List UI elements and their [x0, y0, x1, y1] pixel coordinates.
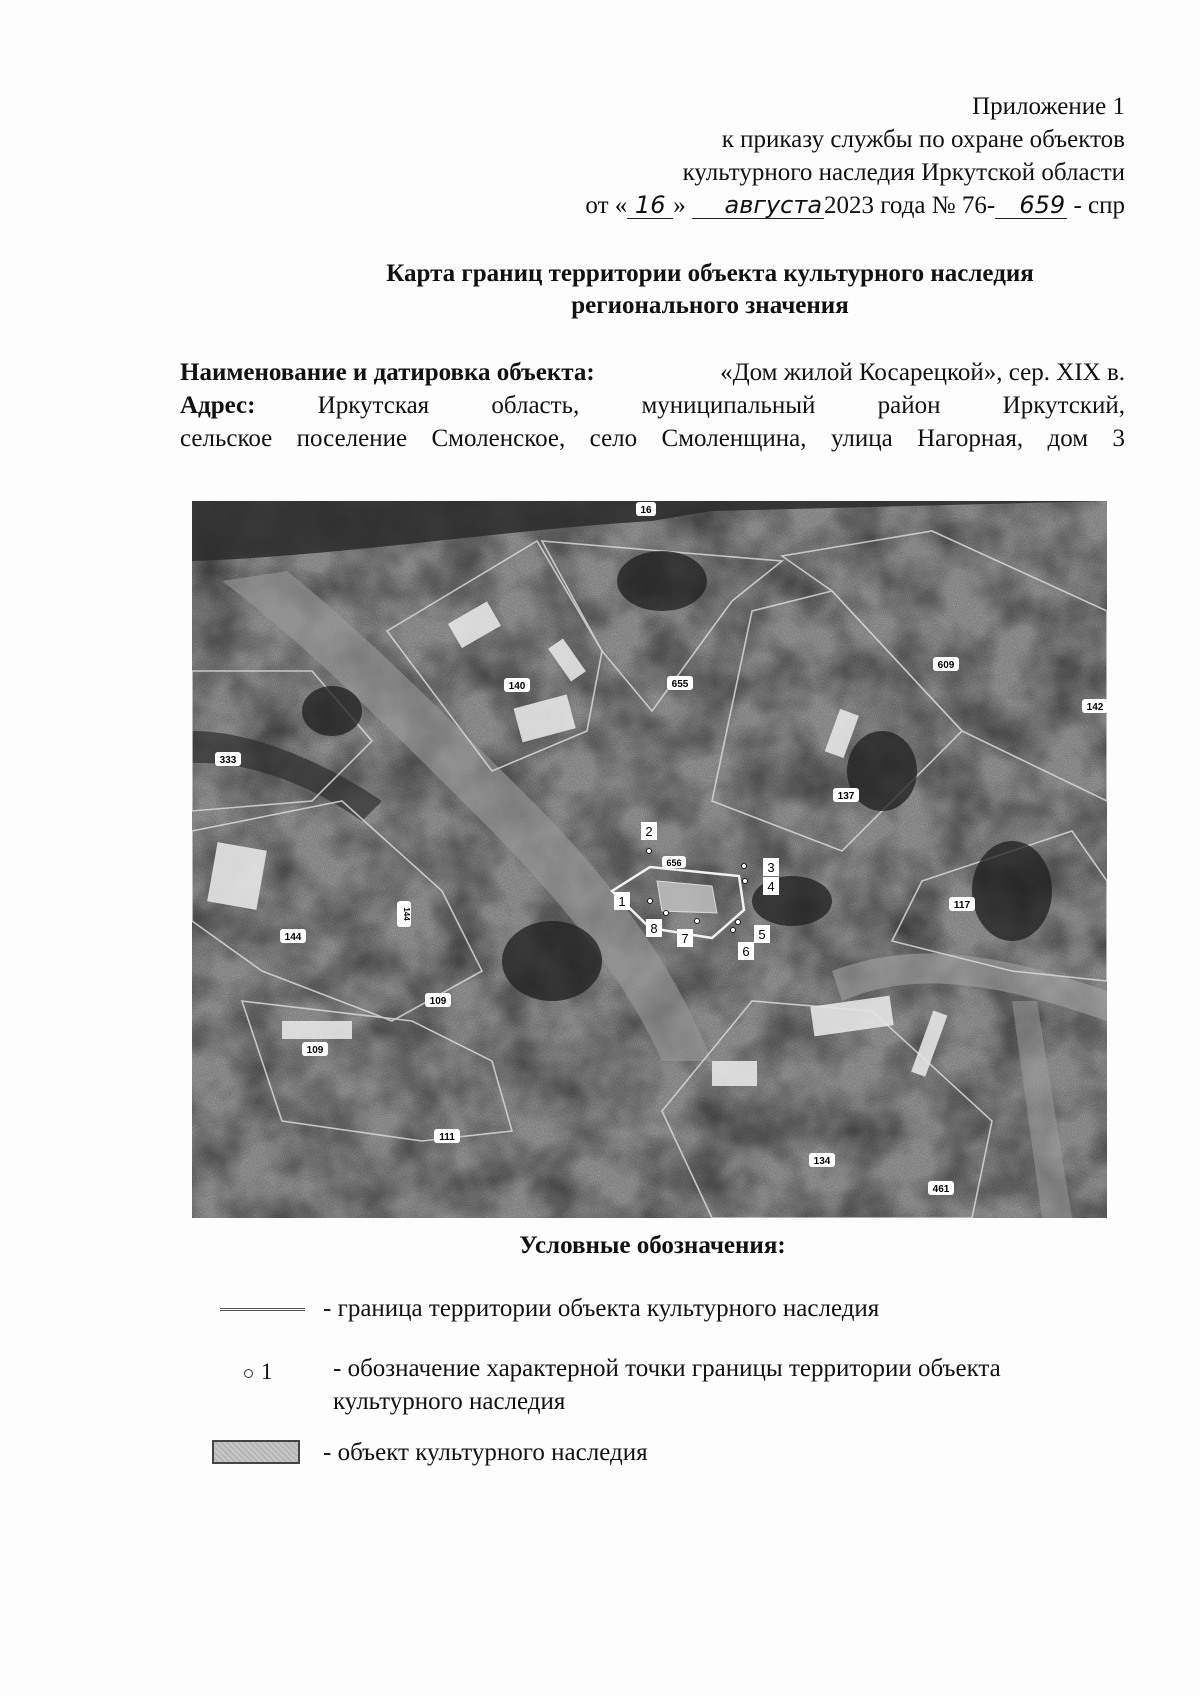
svg-text:655: 655: [671, 679, 689, 690]
parcel-label: [504, 678, 530, 692]
svg-text:144: 144: [284, 932, 302, 943]
address-word: Иркутский,: [1002, 392, 1125, 419]
object-name-label: Наименование и датировка объекта:: [180, 359, 595, 386]
svg-text:2: 2: [645, 824, 653, 839]
svg-text:142: 142: [1086, 702, 1104, 713]
order-suffix: - спр: [1067, 192, 1125, 219]
parcel-label: [833, 788, 859, 802]
handwritten-month: августа: [692, 192, 824, 219]
address-word: Иркутская: [317, 392, 430, 419]
svg-text:609: 609: [937, 660, 955, 671]
address-word: область,: [491, 392, 580, 419]
appendix-title: Приложение 1: [972, 93, 1125, 120]
object-name-value: «Дом жилой Косарецкой», сер. XIX в.: [720, 359, 1125, 386]
parcel-label: [215, 752, 241, 766]
parcel-label: [280, 929, 306, 943]
parcel-label: [949, 897, 975, 911]
svg-text:7: 7: [681, 931, 689, 946]
title-line-1: Карта границ территории объекта культурного наследия: [386, 260, 1034, 287]
appendix-header: [585, 90, 1125, 222]
appendix-agency-line: культурного наследия Иркутской области: [682, 159, 1125, 186]
boundary-point-symbol: [244, 1359, 273, 1385]
svg-text:6: 6: [742, 944, 750, 959]
legend-object-text: - объект культурного наследия: [323, 1439, 648, 1466]
address-label: Адрес:: [180, 392, 256, 419]
heritage-object-symbol: [212, 1440, 300, 1464]
address-line-2: сельское поселение Смоленское, село Смоленщина, улица Нагорная, дом 3: [180, 425, 1125, 452]
order-year-text: 2023 года № 76-: [824, 192, 996, 219]
heritage-object-footprint: [657, 881, 717, 913]
document-title: [270, 258, 1150, 322]
handwritten-day: 16: [627, 192, 673, 219]
svg-text:144: 144: [402, 907, 411, 921]
point-dot-icon: [244, 1369, 253, 1378]
svg-text:111: 111: [439, 1132, 455, 1143]
parcel-label: [434, 1129, 460, 1143]
parcel-label: [636, 502, 656, 516]
svg-text:140: 140: [508, 681, 526, 692]
handwritten-order-number: 659: [995, 192, 1067, 219]
legend-boundary-text: - граница территории объекта культурного наследия: [323, 1295, 880, 1322]
svg-text:16: 16: [640, 505, 652, 516]
parcel-label: [809, 1153, 835, 1167]
svg-text:4: 4: [767, 879, 775, 894]
date-prefix: от «: [585, 192, 628, 219]
svg-text:3: 3: [767, 860, 775, 875]
svg-text:109: 109: [306, 1045, 324, 1056]
legend-title: Условные обозначения:: [519, 1232, 786, 1259]
title-line-2: регионального значения: [571, 292, 849, 319]
address-row: [180, 389, 1125, 422]
parcel-label: [667, 676, 693, 690]
appendix-order-line: к приказу службы по охране объектов: [721, 126, 1125, 153]
object-info: [180, 356, 1125, 455]
legend-point-line-1: - обозначение характерной точки границы территории объекта: [333, 1355, 1001, 1382]
legend-point-line-2: культурного наследия: [333, 1388, 566, 1415]
parcel-label: [302, 1042, 328, 1056]
address-word: район: [877, 392, 941, 419]
boundary-line-symbol: [220, 1308, 305, 1311]
svg-text:656: 656: [666, 858, 682, 868]
svg-text:137: 137: [837, 791, 855, 802]
svg-text:8: 8: [650, 921, 658, 936]
point-symbol-number: 1: [261, 1359, 273, 1384]
parcel-label: [928, 1181, 954, 1195]
parcel-label: [662, 856, 686, 868]
svg-text:1: 1: [618, 894, 626, 909]
parcel-label: [933, 657, 959, 671]
svg-text:109: 109: [429, 996, 447, 1007]
svg-text:5: 5: [758, 927, 766, 942]
appendix-date-line: [585, 189, 1125, 222]
svg-text:461: 461: [932, 1184, 950, 1195]
quote-close: »: [673, 192, 686, 219]
svg-text:134: 134: [813, 1156, 831, 1167]
parcel-label: [425, 993, 451, 1007]
object-name-row: [180, 356, 1125, 389]
svg-text:333: 333: [219, 755, 237, 766]
svg-text:117: 117: [953, 900, 971, 911]
parcel-label: [1082, 699, 1107, 713]
address-word: муниципальный: [641, 392, 816, 419]
map-svg: [192, 501, 1107, 1218]
parcel-label: [397, 901, 411, 927]
satellite-map: [192, 501, 1107, 1218]
legend-point-text: [333, 1352, 1001, 1418]
